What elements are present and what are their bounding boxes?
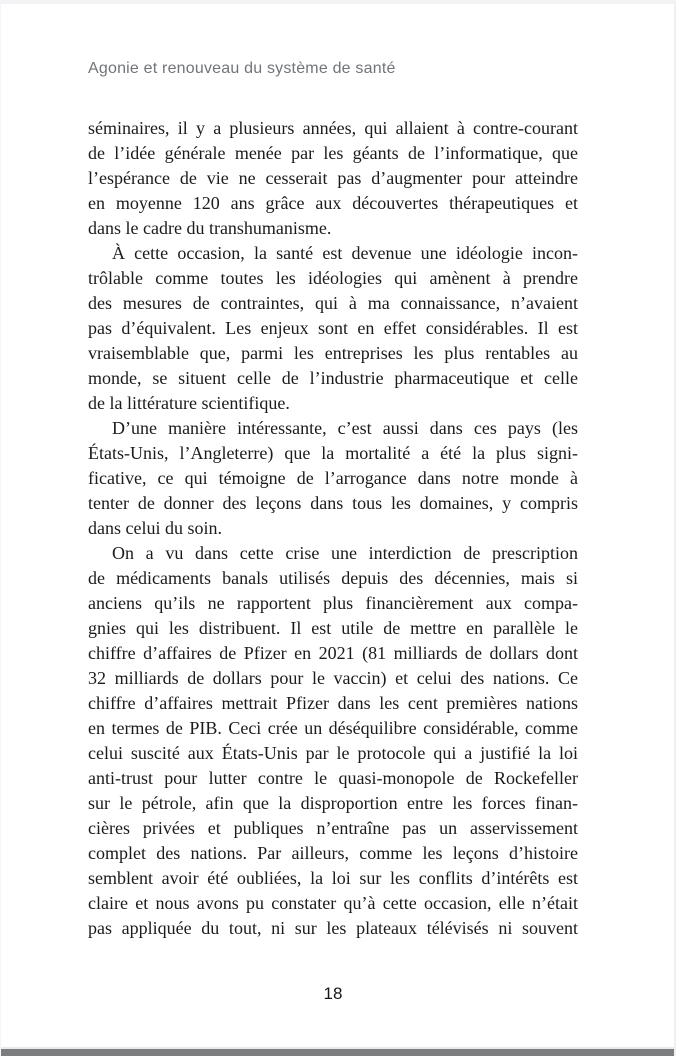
body-line: sur le pétrole, afin que la disproportion entre les forces finan- xyxy=(88,793,578,813)
body-line: 32 milliards de dollars pour le vaccin) et celui des nations. Ce xyxy=(88,668,578,688)
bottom-bar xyxy=(1,1047,674,1056)
body-line: cières privées et publiques n’entraîne pas un asservissement xyxy=(88,818,578,838)
body-line: pas d’équivalent. Les enjeux sont en effet considérables. Il est xyxy=(88,318,578,338)
body-line: États-Unis, l’Angleterre) que la mortalité a été la plus signi- xyxy=(88,443,578,463)
body-line: séminaires, il y a plusieurs années, qui allaient à contre-courant xyxy=(88,118,578,138)
paragraph xyxy=(88,116,578,241)
body-line: chiffre d’affaires mettrait Pfizer dans les cent premières nations xyxy=(88,693,578,713)
body-line: celui suscité aux États-Unis par le protocole qui a justifié la loi xyxy=(88,743,578,763)
body-line: anti-trust pour lutter contre le quasi-monopole de Rockefeller xyxy=(88,768,578,788)
body-line: chiffre d’affaires de Pfizer en 2021 (81 milliards de dollars dont xyxy=(88,643,578,663)
body-line: complet des nations. Par ailleurs, comme les leçons d’histoire xyxy=(88,843,578,863)
body-line: D’une manière intéressante, c’est aussi dans ces pays (les xyxy=(112,418,578,438)
body-line: gnies qui les distribuent. Il est utile de mettre en parallèle le xyxy=(88,618,578,638)
paragraph xyxy=(88,541,578,941)
running-title: Agonie et renouveau du système de santé xyxy=(88,60,396,77)
body-line: dans celui du soin. xyxy=(88,518,222,538)
body-line: de la littérature scientifique. xyxy=(88,393,290,413)
body-line: On a vu dans cette crise une interdiction de prescription xyxy=(112,543,578,563)
body-line: monde, se situent celle de l’industrie pharmaceutique et celle xyxy=(88,368,578,388)
body-line: ficative, ce qui témoigne de l’arrogance dans notre monde à xyxy=(88,468,578,488)
page-number: 18 xyxy=(323,984,343,1003)
body-line: tenter de donner des leçons dans tous les domaines, y compris xyxy=(88,493,578,513)
body-line: l’espérance de vie ne cesserait pas d’augmenter pour atteindre xyxy=(88,168,578,188)
body-line: des mesures de contraintes, qui à ma connaissance, n’avaient xyxy=(88,293,578,313)
body-line: dans le cadre du transhumanisme. xyxy=(88,218,332,238)
body-line: de médicaments banals utilisés depuis des décennies, mais si xyxy=(88,568,578,588)
body-line: de l’idée générale menée par les géants de l’informatique, que xyxy=(88,143,578,163)
paragraph xyxy=(88,241,578,416)
body-line: semblent avoir été oubliées, la loi sur les conflits d’intérêts est xyxy=(88,868,578,888)
body-text xyxy=(88,116,578,941)
body-line: anciens qu’ils ne rapportent plus financièrement aux compa- xyxy=(88,593,578,613)
body-line: claire et nous avons pu constater qu’à cette occasion, elle n’était xyxy=(88,893,578,913)
body-line: vraisemblable que, parmi les entreprises les plus rentables au xyxy=(88,343,578,363)
body-line: en termes de PIB. Ceci crée un déséquilibre considérable, comme xyxy=(88,718,578,738)
body-line: trôlable comme toutes les idéologies qui amènent à prendre xyxy=(88,268,578,288)
body-line: pas appliquée du tout, ni sur les plateaux télévisés ni souvent xyxy=(88,918,578,938)
body-line: en moyenne 120 ans grâce aux découvertes thérapeutiques et xyxy=(88,193,578,213)
paragraph xyxy=(88,416,578,541)
body-line: À cette occasion, la santé est devenue une idéologie incon- xyxy=(112,243,578,263)
